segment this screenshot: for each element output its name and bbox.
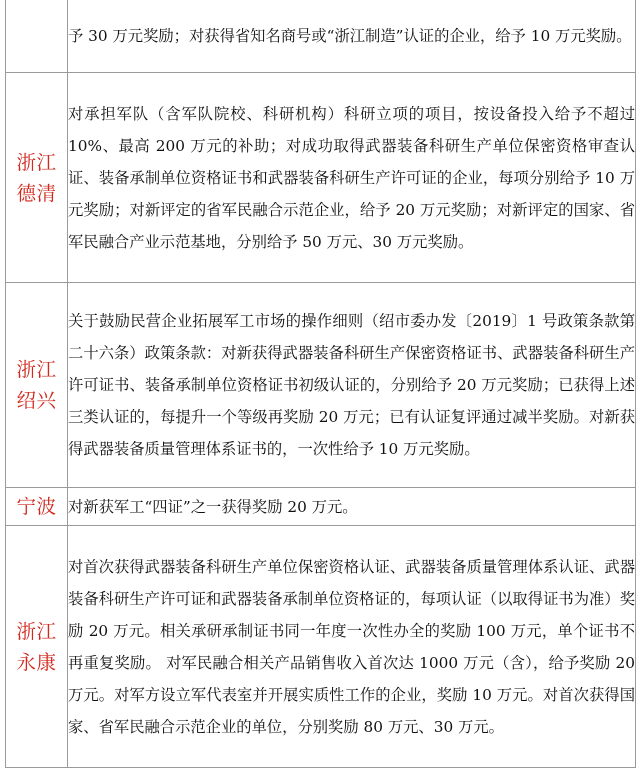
policy-text: 对新获军工“四证”之一获得奖励 20 万元。: [68, 488, 636, 526]
region-cell: [6, 283, 68, 488]
policy-table: [5, 0, 636, 768]
table-row: [6, 73, 636, 283]
policy-text: 予 30 万元奖励；对获得省知名商号或“浙江制造”认证的企业，给予 10 万元奖励。: [68, 0, 636, 73]
region-label: 绍兴: [16, 389, 57, 412]
region-cell: [6, 488, 68, 526]
policy-text: 对首次获得武器装备科研生产单位保密资格认证、武器装备质量管理体系认证、武器装备科研生产许可证和武器装备承制单位资格证的，每项认证（以取得证书为准）奖励 20 万元。相关承研承制证书同一年度一次性办全的奖励 100 万元，单个证书不再重复奖励。 对军民融合相关产品销售收入首次达 1000 万元（含），给予奖励 20 万元。对军方设立军代表室并开展实质性工作的企业，奖励 10 万元。对首次获得国家、省军民融合示范企业的单位，分别奖励 80 万元、30 万元。: [68, 526, 636, 768]
region-label: 德清: [16, 181, 57, 205]
table-row: [6, 0, 636, 73]
region-cell: [6, 73, 68, 283]
table-row: [6, 283, 636, 488]
region-cell: [6, 0, 68, 73]
region-label: 浙江: [16, 150, 57, 174]
policy-text: 关于鼓励民营企业拓展军工市场的操作细则（绍市委办发〔2019〕1 号政策条款第二十六条）政策条款：对新获得武器装备科研生产保密资格证书、武器装备科研生产许可证书、装备承制单位资格证书初级认证的，分别给予 20 万元奖励；已获得上述三类认证的，每提升一个等级再奖励 20 万元；已有认证复评通过减半奖励。对新获得武器装备质量管理体系证书的，一次性给予 10 万元奖励。: [68, 283, 636, 488]
region-label: 浙江: [16, 358, 57, 381]
region-label: 浙江: [16, 619, 57, 643]
table-row: [6, 526, 636, 768]
policy-text: 对承担军队（含军队院校、科研机构）科研立项的项目，按设备投入给予不超过 10%、最高 200 万元的补助；对成功取得武器装备科研生产单位保密资格审查认证、装备承制单位资格证书和武器装备科研生产许可证的企业，每项分别给予 10 万元奖励；对新评定的省军民融合示范企业，给予 20 万元奖励；对新评定的国家、省军民融合产业示范基地，分别给予 50 万元、30 万元奖励。: [68, 73, 636, 283]
table-row: [6, 488, 636, 526]
region-cell: [6, 526, 68, 768]
region-label: 永康: [16, 650, 57, 674]
region-label: 宁波: [16, 495, 57, 518]
